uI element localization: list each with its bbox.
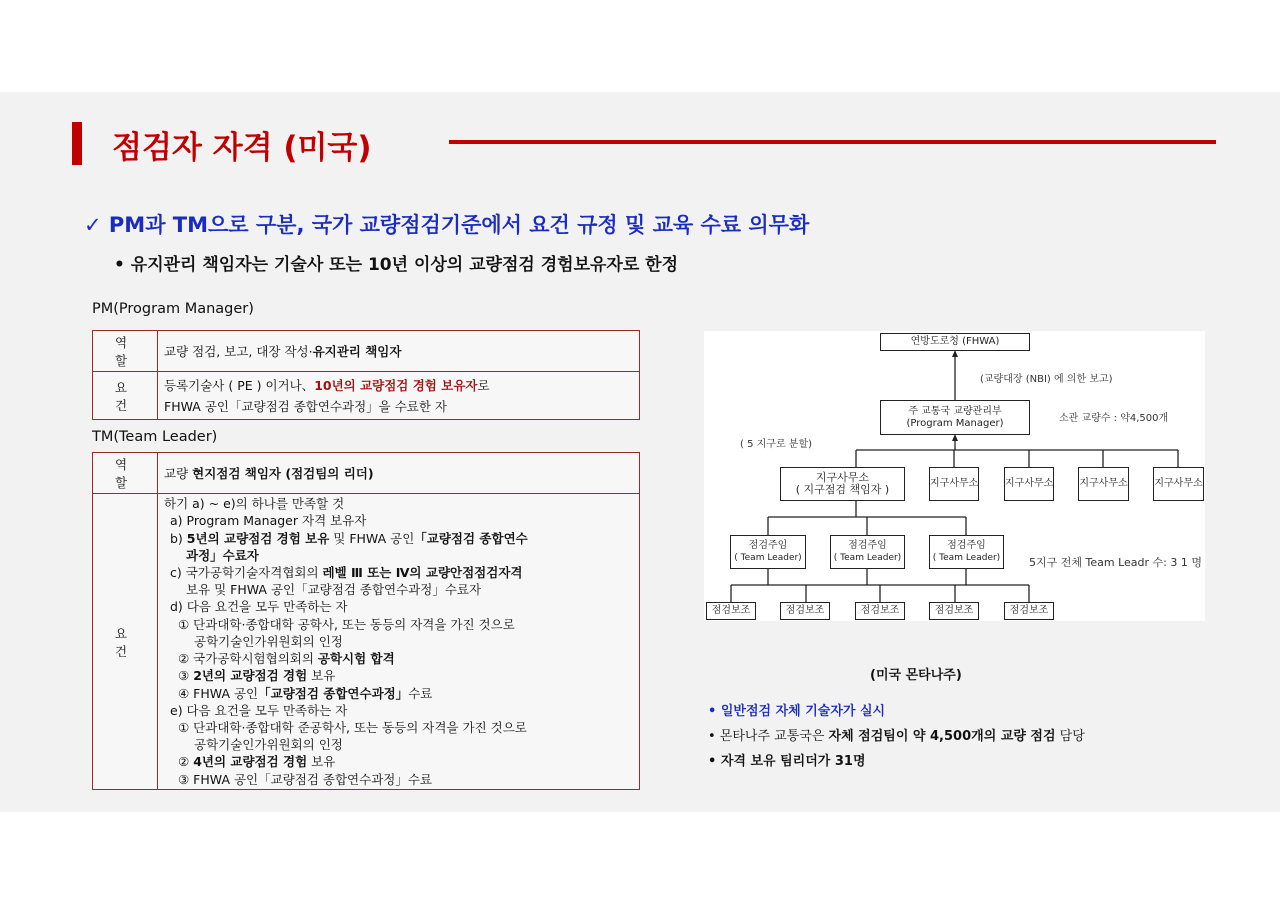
text: ( Team Leader) — [932, 553, 1001, 563]
org-node-assistant: 점검보조 — [929, 602, 979, 620]
org-node-pm — [880, 400, 1030, 435]
text: ( 지구점검 책임자 ) — [795, 483, 890, 496]
text: a) Program Manager 자격 보유자 — [170, 513, 367, 529]
text: e) 다음 요건을 모두 만족하는 자 — [170, 702, 348, 718]
pm-role-key: 역 할 — [93, 331, 158, 372]
tm-req-key: 요 건 — [93, 494, 158, 790]
org-team-leader-count: 5지구 전체 Team Leadr 수: 3 1 명 — [1029, 556, 1202, 569]
text: ④ FHWA 공인 — [178, 685, 259, 701]
tm-role-value — [158, 453, 640, 494]
text: (Program Manager) — [906, 417, 1004, 429]
org-node-team-leader — [830, 535, 905, 569]
text: ③ — [178, 668, 194, 684]
text: 보유 및 FHWA 공인「교량점검 종합연수과정」수료자 — [186, 582, 482, 598]
requirement-line — [164, 753, 633, 770]
tm-role-key: 역 할 — [93, 453, 158, 494]
text: 주 교통국 교량관리부 — [908, 405, 1002, 417]
text: ① 단과대학·종합대학 공학사, 또는 동등의 자격을 가진 것으로 — [178, 616, 515, 632]
org-node-fhwa: 연방도로청 (FHWA) — [880, 333, 1030, 351]
text-bold: 레벨 Ⅲ 또는 Ⅳ의 교량안점점검자격 — [322, 565, 523, 581]
pm-label: PM(Program Manager) — [92, 301, 254, 317]
text-bold: 유지관리 책임자 — [312, 344, 402, 359]
text: 공학기술인가위원회의 인정 — [194, 633, 343, 649]
text-highlight: 10년의 교량점검 경험 보유자 — [314, 377, 478, 393]
text: 하기 a) ~ e)의 하나를 만족할 것 — [164, 496, 345, 512]
text: 교량 점검, 보고, 대장 작성· — [164, 344, 313, 359]
text: 점검주임 — [947, 540, 986, 551]
text: 점검주임 — [748, 540, 788, 551]
text: FHWA 공인「교량점검 종합연수과정」을 수료한 자 — [164, 398, 447, 414]
text-bold: 자체 점검팀이 약 4,500개의 교량 점검 — [828, 729, 1056, 744]
text: • 몬타나주 교통국은 — [708, 729, 829, 744]
text: 수료 — [408, 685, 433, 701]
requirement-line — [164, 736, 633, 753]
requirement-line — [164, 564, 633, 581]
requirement-line — [164, 530, 633, 547]
requirement-line — [164, 616, 633, 633]
org-node-team-leader — [730, 535, 806, 569]
requirement-line — [164, 512, 633, 529]
pm-role-value — [158, 331, 640, 372]
text: ③ FHWA 공인「교량점검 종합연수과정」수료 — [178, 771, 432, 787]
bullet-2 — [708, 725, 1085, 744]
pm-table — [92, 330, 640, 420]
text: 점검주임 — [848, 540, 887, 551]
requirement-line — [164, 650, 633, 667]
org-node-district: 지구사무소 — [1004, 467, 1054, 501]
tm-req-value — [158, 494, 640, 790]
text: c) 국가공학기술자격협회의 — [170, 565, 323, 581]
bullet-3: • 자격 보유 팀리더가 31명 — [708, 754, 866, 769]
page-title: 점검자 자격 (미국) — [112, 130, 372, 166]
pm-req-key: 요 건 — [93, 372, 158, 420]
requirement-line — [164, 495, 633, 512]
text: ① 단과대학·종합대학 준공학사, 또는 동등의 자격을 가진 것으로 — [178, 719, 527, 735]
title-divider — [449, 140, 1216, 144]
tm-label: TM(Team Leader) — [92, 429, 218, 445]
requirement-line — [164, 702, 633, 719]
org-split-note: ( 5 지구로 분할) — [740, 439, 813, 450]
text-bold: 과정」수료자 — [186, 547, 259, 563]
text: 담당 — [1055, 729, 1085, 744]
org-node-district: 지구사무소 — [1078, 467, 1129, 501]
text: ② — [178, 754, 194, 770]
text-bold: 「교량점검 종합연수 — [414, 530, 528, 546]
org-node-assistant: 점검보조 — [706, 602, 756, 620]
text-bold: 공학시험 합격 — [317, 651, 395, 667]
org-chart-caption: (미국 몬타나주) — [870, 668, 962, 683]
text: ( Team Leader) — [734, 553, 802, 563]
bullet-1: • 일반점검 자체 기술자가 실시 — [708, 704, 886, 719]
org-node-district-main — [780, 467, 905, 501]
text: 지구사무소 — [815, 471, 870, 484]
org-node-assistant: 점검보조 — [855, 602, 905, 620]
subheadline: • 유지관리 책임자는 기술사 또는 10년 이상의 교량점검 경험보유자로 한정 — [114, 255, 679, 275]
text: 보유 — [307, 668, 336, 684]
text: b) — [170, 530, 187, 546]
org-node-assistant: 점검보조 — [1004, 602, 1054, 620]
org-report-note: (교량대장 (NBI) 에 의한 보고) — [980, 374, 1113, 385]
text: ( Team Leader) — [833, 553, 902, 563]
requirement-line — [164, 667, 633, 684]
tm-table — [92, 452, 640, 790]
org-bridge-count: 소관 교량수 : 약4,500개 — [1059, 413, 1169, 424]
text: 보유 — [307, 754, 336, 770]
requirement-line — [164, 547, 633, 564]
requirement-line — [164, 633, 633, 650]
org-node-assistant: 점검보조 — [780, 602, 830, 620]
requirement-line — [164, 719, 633, 736]
requirement-line — [164, 685, 633, 702]
text: 등록기술사 ( PE ) 이거나、 — [164, 377, 315, 393]
org-node-district: 지구사무소 — [1153, 467, 1204, 501]
org-node-team-leader — [929, 535, 1004, 569]
requirement-line — [164, 581, 633, 598]
text: 공학기술인가위원회의 인정 — [194, 737, 343, 753]
text: 및 FHWA 공인 — [329, 530, 415, 546]
title-accent-bar — [72, 122, 82, 165]
pm-req-value — [158, 372, 640, 420]
text-bold: 5년의 교량점검 경험 보유 — [186, 530, 330, 546]
text: 로 — [477, 377, 490, 393]
text: ② 국가공학시험협의회의 — [178, 651, 318, 667]
text-bold: 2년의 교량점검 경험 — [193, 668, 308, 684]
text: 교량 — [164, 466, 193, 481]
org-chart — [704, 331, 1205, 621]
headline: ✓ PM과 TM으로 구분, 국가 교량점검기준에서 요건 규정 및 교육 수료 의무화 — [84, 213, 810, 237]
text-bold: 「교량점검 종합연수과정」 — [258, 685, 409, 701]
org-node-district: 지구사무소 — [929, 467, 979, 501]
text: d) 다음 요건을 모두 만족하는 자 — [170, 599, 348, 615]
requirement-line — [164, 598, 633, 615]
text-bold: 현지점검 책임자 (점검팀의 리더) — [192, 466, 374, 481]
text-bold: 4년의 교량점검 경험 — [193, 754, 308, 770]
requirement-line — [164, 771, 633, 788]
